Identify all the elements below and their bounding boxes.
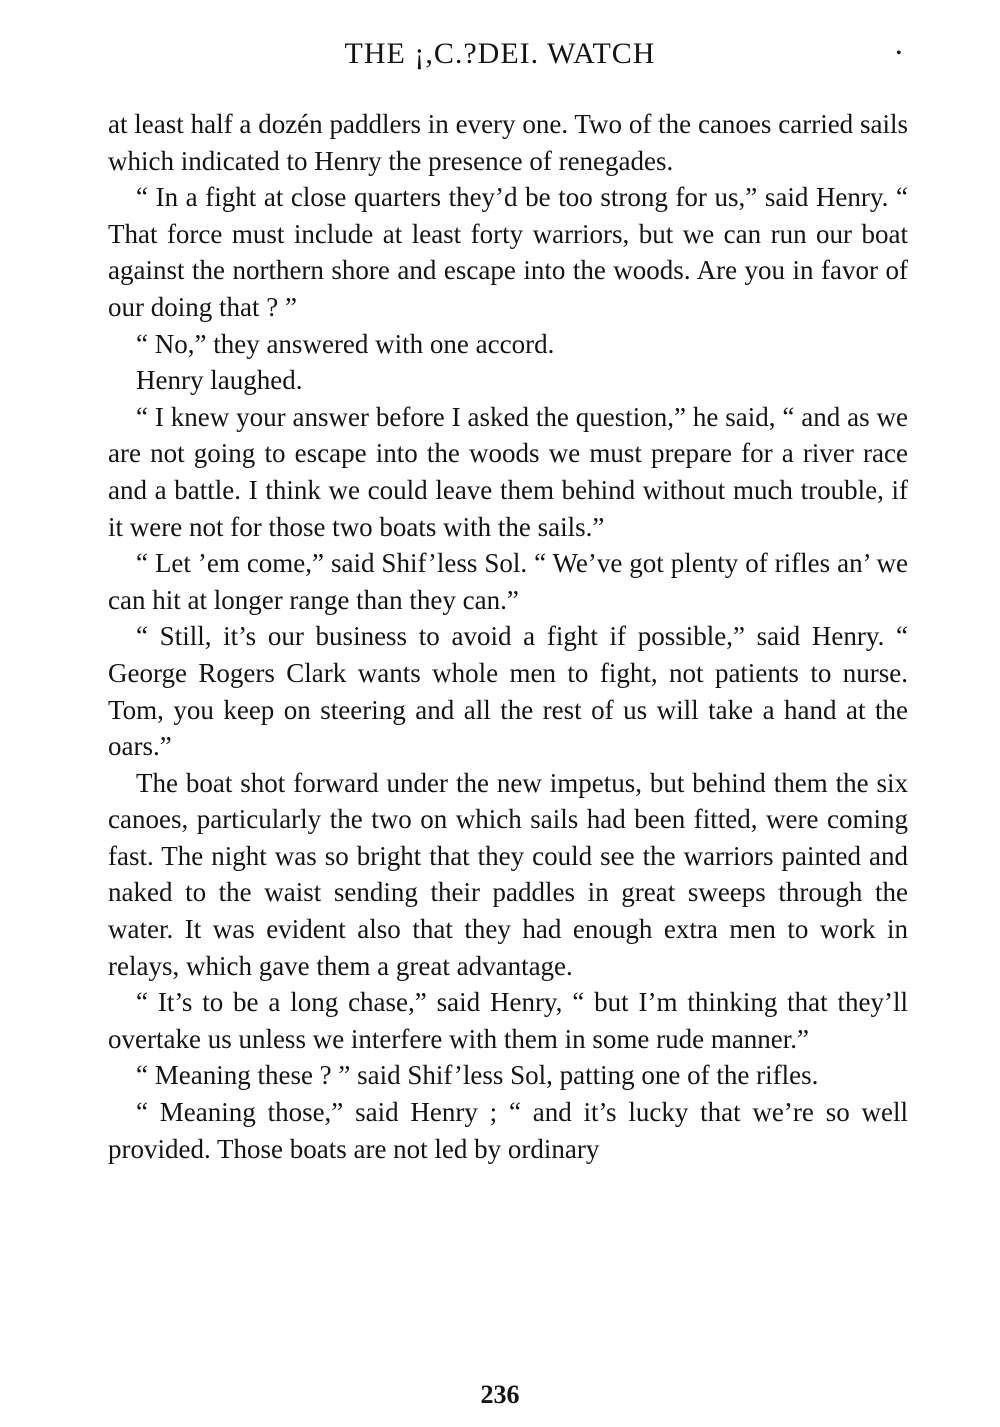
running-head: THE ¡,C.?DEI. WATCH <box>344 37 656 70</box>
paragraph: “ I knew your answer before I asked the question,” he said, “ and as we are not going to escape into the woods we must prepare for a river race and a battle. I think we could leave them behind without much trouble, if it were not for those two boats with the sails.” <box>108 401 908 542</box>
body-text <box>108 106 908 1167</box>
page-number: 236 <box>480 1380 520 1409</box>
paragraph: Henry laughed. <box>136 365 303 396</box>
paragraph: “ Let ’em come,” said Shif’less Sol. “ We’ve got plenty of rifles an’ we can hit at longer range than they can.” <box>108 548 908 615</box>
paragraph: The boat shot forward under the new impetus, but behind them the six canoes, particularly the two on which sails had been fitted, were coming fast. The night was so bright that they could see the warriors painted and naked to the waist sending their paddles in great sweeps through the water. It was evident also that they had enough extra men to work in relays, which gave them a great advantage. <box>108 767 908 981</box>
paragraph: “ No,” they answered with one accord. <box>136 328 555 359</box>
paragraph: “ Meaning those,” said Henry ; “ and it’s lucky that we’re so well provided. Those boats are not led by ordinary <box>108 1097 908 1164</box>
paragraph: “ In a fight at close quarters they’d be too strong for us,” said Henry. “ That force must include at least forty warriors, but we can run our boat against the northern shore and escape into the woods. Are you in favor of our doing that ? ” <box>108 182 908 322</box>
paragraph: at least half a dozén paddlers in every one. Two of the canoes carried sails which indicated to Henry the presence of renegades. <box>108 109 908 176</box>
paragraph: “ It’s to be a long chase,” said Henry, “ but I’m thinking that they’ll overtake us unless we interfere with them in some rude manner.” <box>108 987 908 1054</box>
paragraph: “ Meaning these ? ” said Shif’less Sol, patting one of the rifles. <box>136 1060 819 1091</box>
header-mark: • <box>896 45 902 62</box>
paragraph: “ Still, it’s our business to avoid a fight if possible,” said Henry. “ George Rogers Clark wants whole men to fight, not patients to nurse. Tom, you keep on steering and all the rest of us will take a hand at the oars.” <box>108 621 908 762</box>
